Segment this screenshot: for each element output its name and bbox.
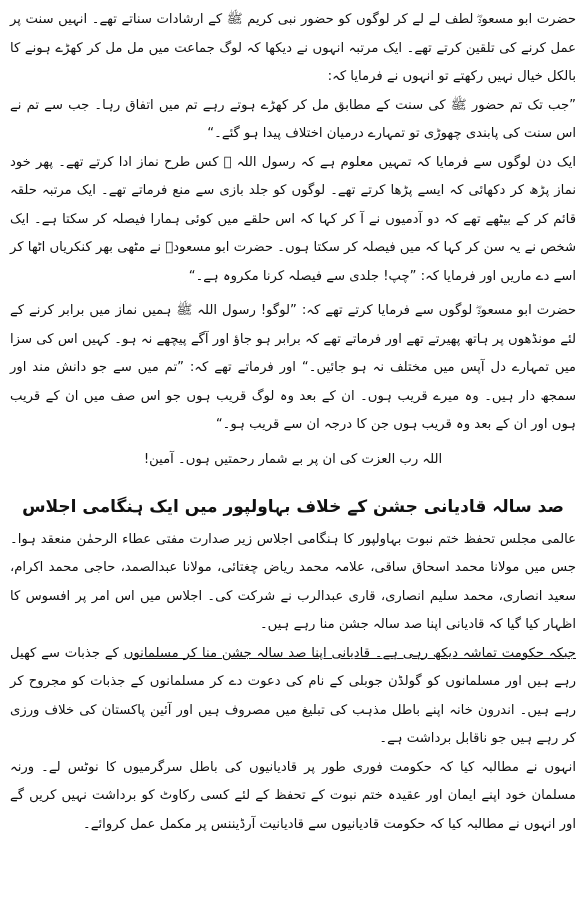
paragraph-meeting-report: عالمی مجلس تحفظ ختم نبوت بہاولپور کا ہنگامی اجلاس زیر صدارت مفتی عطاء الرحمٰن منعقد ہوا۔ جس میں مولانا محمد اسحاق ساقی، علامہ محمد ریاض چغتائی، مولانا عبدالصمد، حاجی محمد اکرام، سعید انصاری، محمد سلیم انصاری، قاری عبدالرب نے شرکت کی۔ اجلاس میں اس امر پر افسوس کا اظہار کیا گیا کہ قادیانی اپنا صد سالہ جشن منا رہے ہیں۔ xyxy=(10,531,576,632)
paragraph-continuation: کے جذبات سے کھیل رہے ہیں اور مسلمانوں کو گولڈن جوبلی کے نام کی دعوت دے کر مسلمانوں کے جذبات کو مجروح کر رہے ہیں۔ اندرون خانہ اپنے باطل مذہب کی تبلیغ میں مصروف ہیں اور آئین پاکستان کی خلاف ورزی کر رہے ہیں جو ناقابل برداشت ہے۔ xyxy=(10,645,576,746)
paragraph-prayer-demonstration: ایک دن لوگوں سے فرمایا کہ تمہیں معلوم ہے کہ رسول اللہ ﷺ کس طرح نماز ادا کرتے تھے۔ پھر خود نماز پڑھ کر دکھائی کہ ایسے پڑھا کرتے تھے۔ لوگوں کو جلد بازی سے منع فرماتے تھے۔ ایک مرتبہ حلقہ قائم کر کے بیٹھے تھے کہ دو آدمیوں نے آ کر کہا کہ اس حلقے میں کوئی ہمارا فیصلہ کر سکتا ہے۔ ایک شخص نے یہ سن کر کہا کہ میں فیصلہ کر سکتا ہوں۔ حضرت ابو مسعودؓ نے مٹھی بھر کنکریاں اٹھا کر اسے دے ماریں اور فرمایا کہ: ”چپ! جلدی سے فیصلہ کرنا مکروہ ہے۔“ xyxy=(10,154,576,284)
paragraph-quote-unity: ”جب تک تم حضور ﷺ کی سنت کے مطابق مل کر کھڑے ہوتے رہے تم میں اتفاق رہا۔ جب سے تم نے اس سنت کی پابندی چھوڑی تو تمہارے درمیان اختلاف پیدا ہو گئے۔“ xyxy=(10,97,576,141)
closing-prayer-line: اللہ رب العزت کی ان پر بے شمار رحمتیں ہوں۔ آمین! xyxy=(143,451,443,467)
paragraph-abu-masood-intro: حضرت ابو مسعودؓ لطف لے لے کر لوگوں کو حضور نبی کریم ﷺ کے ارشادات سناتے تھے۔ انہیں سنت پر عمل کرنے کی تلقین کرتے تھے۔ ایک مرتبہ انہوں نے دیکھا کہ لوگ جماعت میں مل مل کر کھڑے ہونے کا بالکل خیال نہیں رکھتے تو انہوں نے فرمایا کہ: xyxy=(10,12,576,84)
paragraph-government-criticism xyxy=(10,640,576,754)
paragraph-rows-straightening: حضرت ابو مسعودؓ لوگوں سے فرمایا کرتے تھے کہ: ”لوگو! رسول اللہ ﷺ ہمیں نماز میں برابر کرنے کے لئے مونڈھوں پر ہاتھ پھیرتے تھے اور فرماتے تھے کہ برابر ہو جاؤ اور آگے پیچھے نہ ہو۔ کہیں اس کی سزا میں تمہارے دل آپس میں مختلف نہ ہو جائیں۔“ اور فرماتے تھے کہ: ”تم میں سے جو دانش مند اور سمجھ دار ہیں۔ وہ میرے قریب ہوں۔ ان کے بعد وہ لوگ قریب ہوں جو اس صف میں ان کے قریب ہوں اور ان کے بعد وہ قریب ہوں جن کا درجہ ان سے قریب ہو۔“ xyxy=(10,303,576,432)
article-heading: صد سالہ قادیانی جشن کے خلاف بہاولپور میں ایک ہنگامی اجلاس xyxy=(22,496,564,517)
paragraph-demands: انہوں نے مطالبہ کیا کہ حکومت فوری طور پر قادیانیوں کی باطل سرگرمیوں کا نوٹس لے۔ ورنہ مسلمان خود اپنے ایمان اور عقیدہ ختم نبوت کے تحفظ کے لئے کسی رکاوٹ کو برداشت نہیں کریں گے اور انہوں نے مطالبہ کیا کہ حکومت قادیانیوں سے قادیانیت آرڈیننس پر مکمل عمل کروائے۔ xyxy=(10,759,576,832)
underlined-phrase: جبکہ حکومت تماشہ دیکھ رہی ہے۔ قادیانی اپنا صد سالہ جشن منا کر مسلمانوں xyxy=(123,645,577,661)
